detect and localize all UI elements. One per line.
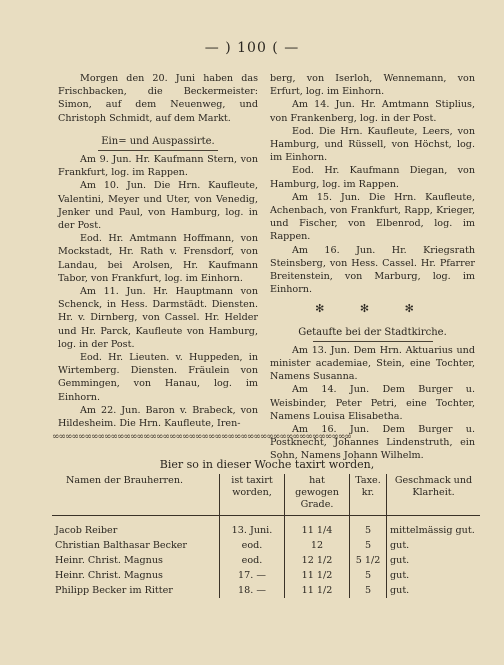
- traveler-entry: Eod. Die Hrn. Kaufleute, Leers, von Hamburg, und Rüssell, von Höchst, log. im Einhorn.: [270, 125, 475, 164]
- page-number: — ) 100 ( —: [204, 40, 300, 56]
- baptism-entry: Am 13. Jun. Dem Hrn. Aktuarius und minister academiae, Stein, eine Tochter, Namens Susanna.: [270, 344, 475, 383]
- right-column: [270, 72, 475, 463]
- taxed-date: 13. Juni.: [220, 516, 285, 539]
- col-header-taste: Geschmack und Klarheit.: [387, 474, 481, 516]
- grade: 12: [285, 538, 350, 553]
- table-header-row: [52, 474, 480, 516]
- traveler-entry: Am 11. Jun. Hr. Hauptmann von Schenck, in Hess. Darmstädt. Diensten. Hr. v. Dirnberg, von Cassel. Hr. Helder und Hr. Parck, Kaufleute von Hamburg, log. in der Post.: [58, 286, 258, 350]
- baptism-entry: Am 16. Jun. Dem Burger u. Postknecht, Johannes Lindenstruth, ein Sohn, Namens Johann Wilhelm.: [270, 424, 475, 462]
- tax-kr: 5: [350, 568, 387, 583]
- col-header-tax: Taxe. kr.: [350, 474, 387, 516]
- taste-clarity: gut.: [387, 583, 481, 598]
- grade: 11 1/2: [285, 583, 350, 598]
- brewer-name: Heinr. Christ. Magnus: [55, 555, 163, 566]
- taste-clarity: gut.: [387, 553, 481, 568]
- brewer-name: Philipp Becker im Ritter: [55, 585, 173, 596]
- section-heading-baptisms: Getaufte bei der Stadtkirche.: [270, 326, 475, 342]
- traveler-entry: Eod. Hr. Kaufmann Diegan, von Hamburg, log. im Rappen.: [270, 165, 475, 190]
- table-row: [52, 516, 480, 539]
- table-row: [52, 583, 480, 598]
- grade: 11 1/2: [285, 568, 350, 583]
- brewer-name: Jacob Reiber: [55, 525, 118, 536]
- taxed-date: eod.: [220, 553, 285, 568]
- tax-kr: 5: [350, 538, 387, 553]
- traveler-entry: Am 16. Jun. Hr. Kriegsrath Steinsberg, von Hess. Cassel. Hr. Pfarrer Breitenstein, von Marburg, log. im Einhorn.: [270, 244, 475, 296]
- taste-clarity: gut.: [387, 568, 481, 583]
- ornament-stars: ✻ ✻ ✻: [315, 302, 430, 316]
- taxed-date: eod.: [220, 538, 285, 553]
- brewer-name: Heinr. Christ. Magnus: [55, 570, 163, 581]
- grade: 11 1/4: [285, 516, 350, 539]
- bakery-notice: Morgen den 20. Juni haben das Frischbacken, die Beckermeister: Simon, auf dem Neuenweg, und Christoph Schmidt, auf dem Markt.: [58, 73, 258, 124]
- traveler-entry: Eod. Hr. Lieuten. v. Huppeden, in Wirtemberg. Diensten. Fräulein von Gemmingen, von Hanau, log. im Einhorn.: [58, 352, 258, 403]
- grade: 12 1/2: [285, 553, 350, 568]
- taste-clarity: gut.: [387, 538, 481, 553]
- taxed-date: 18. —: [220, 583, 285, 598]
- table-row: [52, 553, 480, 568]
- col-header-grade: hat gewogen Grade.: [285, 474, 350, 516]
- table-title: Bier so in dieser Woche taxirt worden,: [159, 458, 375, 471]
- left-column: [58, 72, 258, 430]
- traveler-entry: Am 14. Jun. Hr. Amtmann Stiplius, von Frankenberg, log. in der Post.: [270, 99, 475, 124]
- table-row: [52, 568, 480, 583]
- col-header-taxed: ist taxirt worden,: [220, 474, 285, 516]
- tax-kr: 5: [350, 583, 387, 598]
- taxed-date: 17. —: [220, 568, 285, 583]
- traveler-entry: Am 15. Jun. Die Hrn. Kaufleute, Achenbach, von Frankfurt, Rapp, Krieger, und Fischer, von Elbenrod, log. im Rappen.: [270, 191, 475, 243]
- beer-tax-table: [52, 474, 480, 598]
- traveler-entry: Am 22. Jun. Baron v. Brabeck, von Hildesheim. Die Hrn. Kaufleute, Iren-: [58, 404, 258, 430]
- tax-kr: 5 1/2: [350, 553, 387, 568]
- section-heading-travelers: Ein= und Auspassirte.: [58, 135, 258, 151]
- table-row: [52, 538, 480, 553]
- ornamental-divider: ∞∞∞∞∞∞∞∞∞∞∞∞∞∞∞∞∞∞∞∞∞∞∞∞∞∞∞∞∞∞∞∞∞∞∞∞∞∞∞∞∞∞∞∞∞∞: [52, 432, 351, 442]
- col-header-brewers: Namen der Brauherren.: [52, 474, 220, 516]
- traveler-entry: Am 9. Jun. Hr. Kaufmann Stern, von Frankfurt, log. im Rappen.: [58, 154, 258, 179]
- taste-clarity: mittelmässig gut.: [387, 516, 481, 539]
- baptism-entry: Am 14. Jun. Dem Burger u. Weisbinder, Peter Petri, eine Tochter, Namens Louisa Elisabetha.: [270, 384, 475, 422]
- traveler-entry: berg, von Iserloh, Wennemann, von Erfurt, log. im Einhorn.: [270, 73, 475, 98]
- brewer-name: Christian Balthasar Becker: [55, 540, 188, 551]
- traveler-entry: Eod. Hr. Amtmann Hoffmann, von Mockstadt, Hr. Rath v. Frensdorf, von Landau, bei Arolsen, Hr. Kaufmann Tabor, von Frankfurt, log. im Einhorn.: [58, 233, 258, 284]
- tax-kr: 5: [350, 516, 387, 539]
- traveler-entry: Am 10. Jun. Die Hrn. Kaufleute, Valentini, Meyer und Uter, von Venedig, Jenker und Paul, von Hamburg, log. in der Post.: [58, 180, 258, 232]
